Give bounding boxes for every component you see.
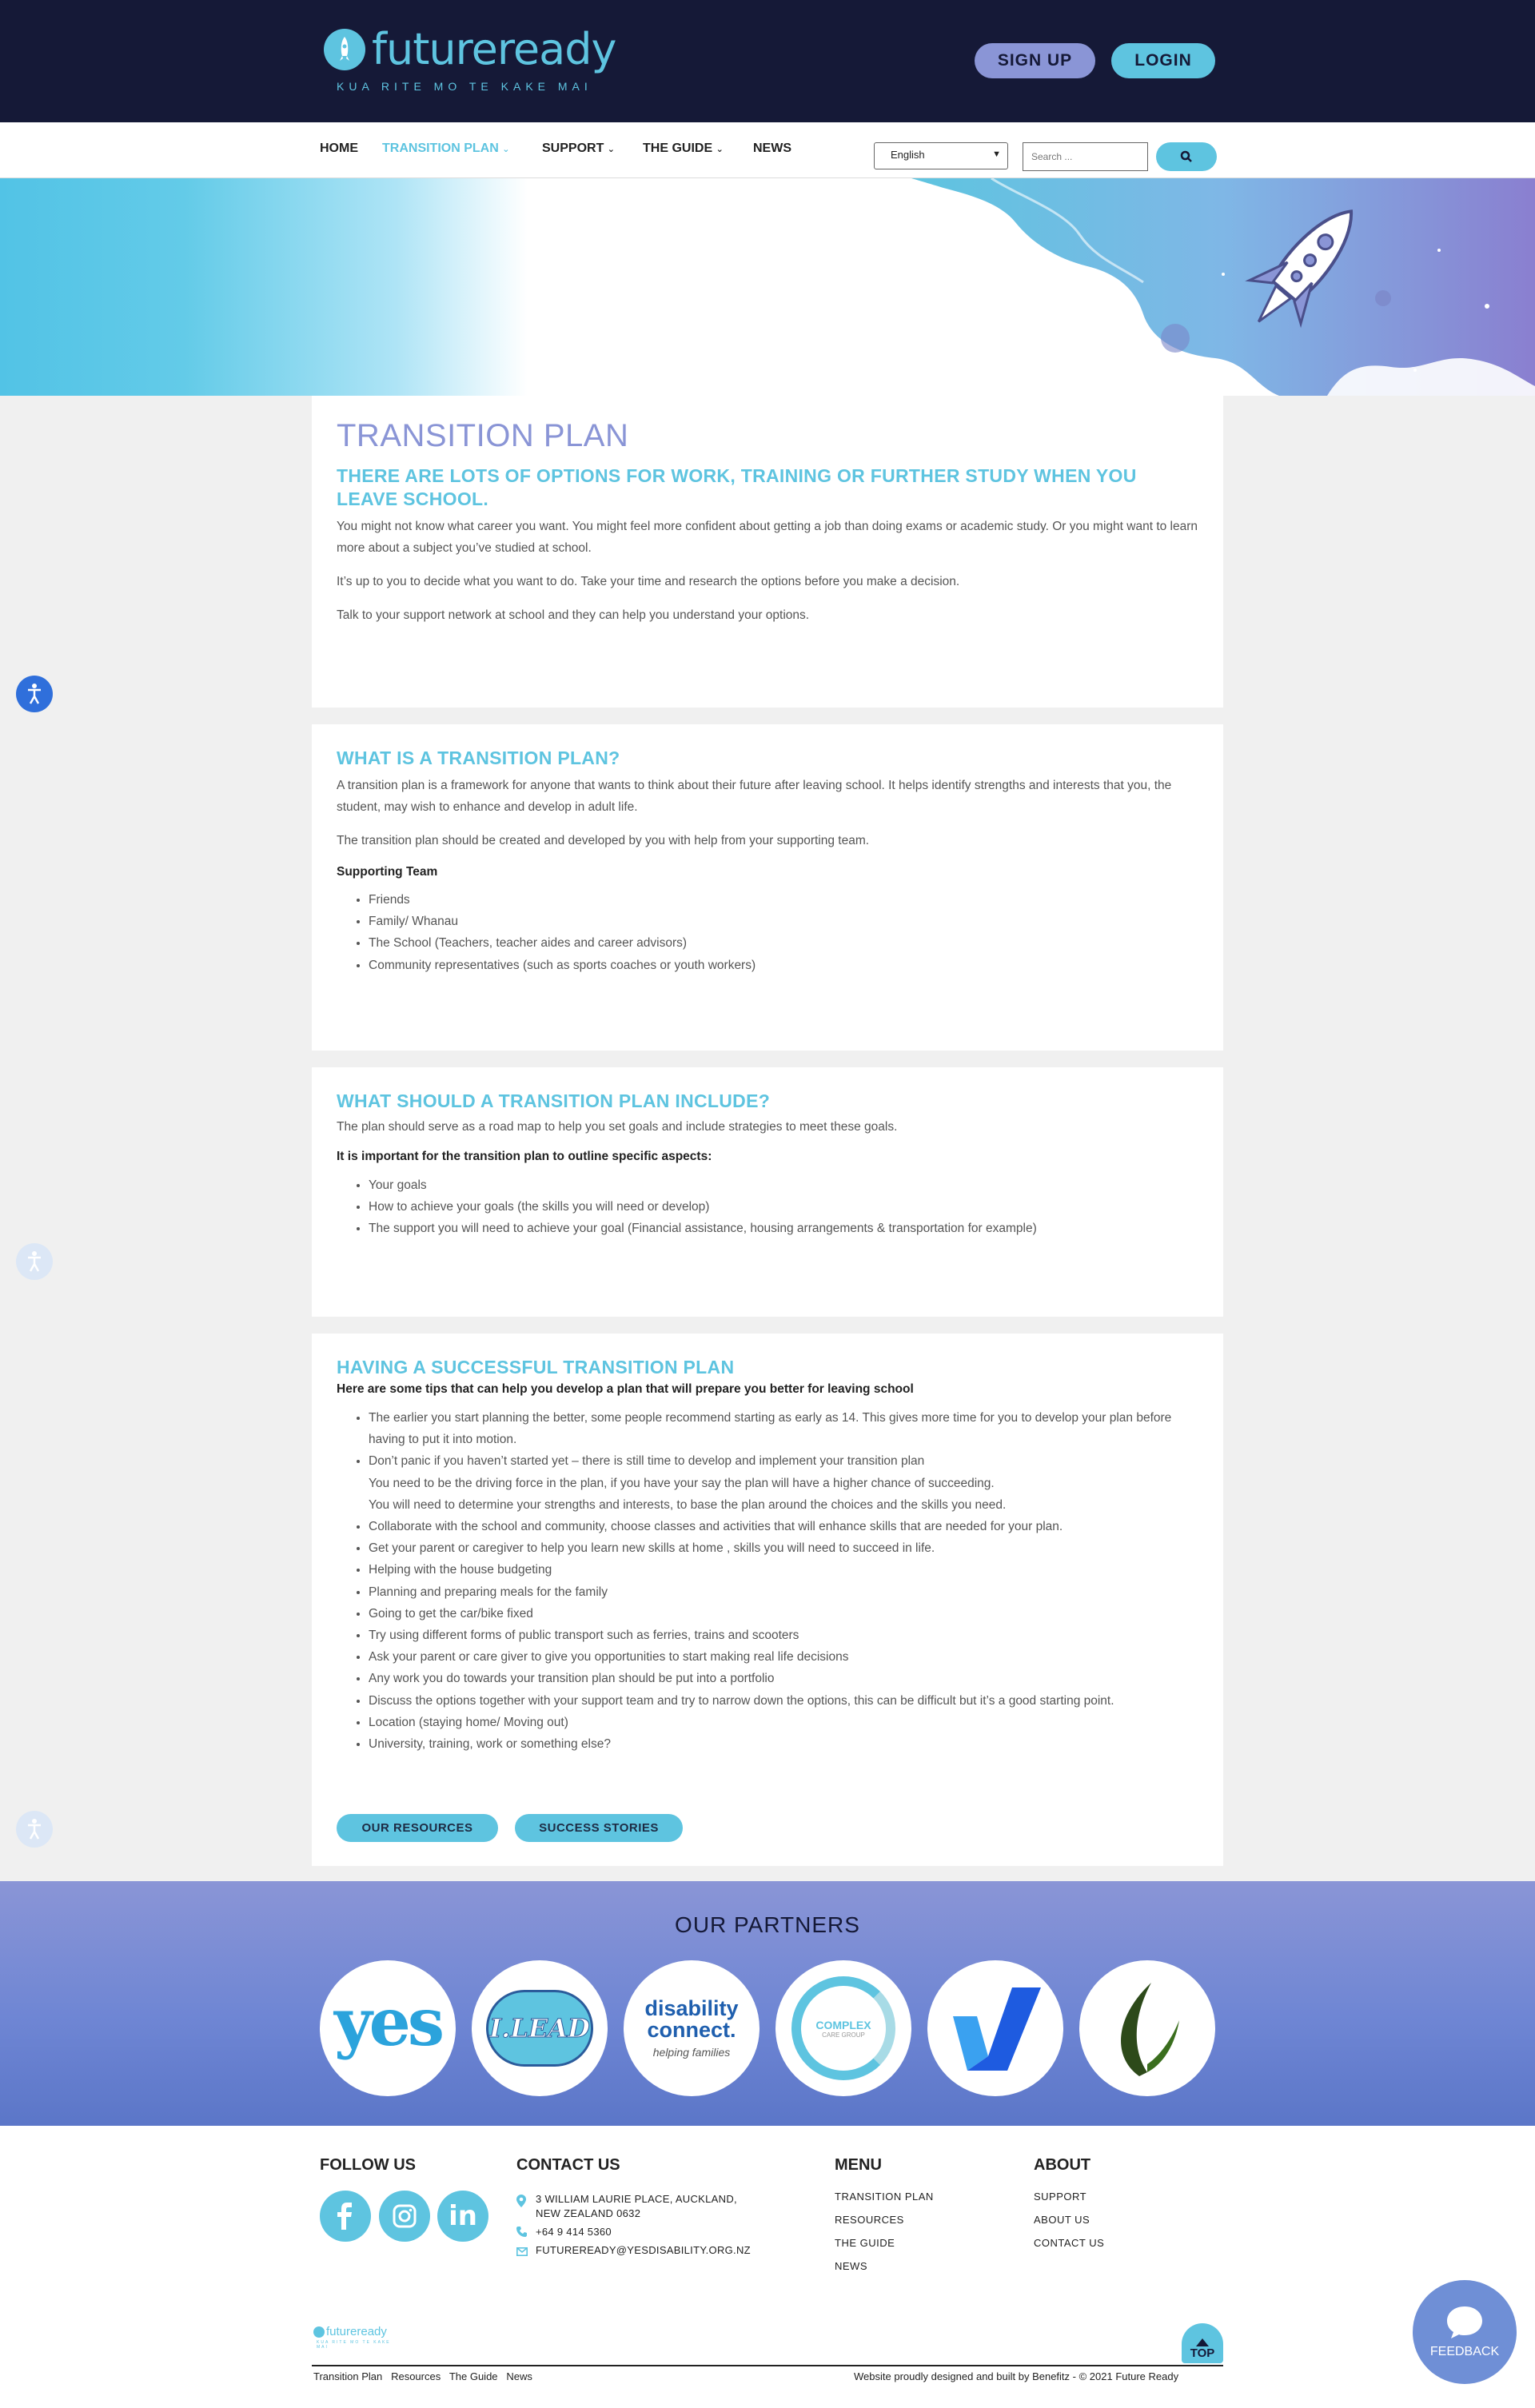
feedback-button[interactable] [1413,2280,1517,2384]
footer-link-resources[interactable]: RESOURCES [835,2214,904,2226]
intro-paragraph: It’s up to you to decide what you want to do. Take your time and research the options before you make a decision. [337,575,960,588]
search-icon [1180,150,1193,163]
footer-bottom-links [313,2370,532,2382]
list-item: • Get your parent or caregiver to help you learn new skills at home , skills you will need to succeed in life. [369,1537,1198,1559]
logo-wordmark: futureready [372,24,616,74]
partner-logo-text: yes [334,1984,441,2061]
footer-link-contact-us[interactable]: CONTACT US [1034,2237,1105,2249]
list-item: • Location (staying home/ Moving out) [369,1712,1198,1733]
partner-logo-ilead[interactable] [472,1960,608,2096]
tips-list [337,1407,1198,1755]
footer-logo-wordmark: futureready [326,2325,387,2338]
check-logo-icon [943,1976,1047,2080]
accessibility-icon[interactable] [16,676,53,712]
address-line: NEW ZEALAND 0632 [536,2207,641,2219]
follow-us-heading: FOLLOW US [320,2156,416,2174]
list-item: • University, training, work or something else? [369,1733,1198,1755]
partner-logo-disability-connect[interactable] [624,1960,760,2096]
list-item: • Discuss the options together with your support team and try to narrow down the options, this can be difficult but it’s a good starting point. [369,1690,1198,1712]
partner-logo-check[interactable] [927,1960,1063,2096]
linkedin-icon[interactable]: in [437,2191,488,2242]
rocket-icon [324,29,365,70]
hero-banner [0,178,1535,396]
page-title: TRANSITION PLAN [337,418,629,453]
top-header [0,0,1535,122]
chevron-down-icon: ▼ [992,150,1001,159]
list-item: • Friends [369,889,1198,911]
nav-home[interactable]: HOME [320,142,358,155]
contact-us-heading: CONTACT US [516,2156,620,2174]
instagram-icon[interactable] [379,2191,430,2242]
bottom-link-news[interactable]: News [506,2370,532,2382]
partners-title: OUR PARTNERS [675,1912,860,1937]
list-item: • Try using different forms of public transport such as ferries, trains and scooters [369,1625,1198,1646]
footer-link-transition-plan[interactable]: TRANSITION PLAN [835,2191,934,2203]
section-paragraph: A transition plan is a framework for anyone that wants to think about their future after leaving school. It helps identify strengths and interests that you, the student, may wish to enhance and develop in adult life. [337,779,1172,814]
list-item: • Don’t panic if you haven’t started yet – there is still time to develop and implement your transition plan You need to be the driving force in the plan, if you have your say the plan will have a higher chance of succeeding. You will need to determine your strengths and interests, to base the plan around the choices and the skills you need. [369,1450,1198,1516]
intro-subtitle: THERE ARE LOTS OF OPTIONS FOR WORK, TRAINING OR FURTHER STUDY WHEN YOU LEAVE SCHOOL. [337,465,1137,509]
bottom-link-resources[interactable]: Resources [391,2370,441,2382]
accessibility-icon[interactable] [16,1811,53,1848]
our-resources-button[interactable]: OUR RESOURCES [337,1814,498,1842]
supporting-team-list [337,889,1198,976]
language-select[interactable] [874,142,1008,169]
list-item: • How to achieve your goals (the skills you will need or develop) [369,1196,1198,1218]
chat-bubble-icon [1445,2305,1485,2340]
section-paragraph: The transition plan should be created and developed by you with help from your supporting team. [337,834,870,847]
what-is-card [312,724,1223,1051]
tips-label: Here are some tips that can help you develop a plan that will prepare you better for leaving school [337,1382,914,1396]
search-button[interactable] [1156,142,1217,171]
footer-link-about-us[interactable]: ABOUT US [1034,2214,1090,2226]
partner-logo-text: COMPLEX [815,2018,871,2031]
list-item: • The support you will need to achieve your goal (Financial assistance, housing arrangements & transportation for example) [369,1218,1198,1239]
footer-link-the-guide[interactable]: THE GUIDE [835,2237,895,2249]
language-value: English [891,149,925,161]
hero-gradient [0,178,528,396]
nav-support[interactable]: SUPPORT ⌄ [542,142,616,155]
email-address[interactable]: FUTUREREADY@YESDISABILITY.ORG.NZ [536,2244,751,2256]
chevron-down-icon: ⌄ [607,145,616,154]
leaf-logo-icon [1103,1976,1191,2080]
about-heading: ABOUT [1034,2156,1091,2174]
aspects-label: It is important for the transition plan to outline specific aspects: [337,1150,712,1163]
rocket-icon [313,2326,325,2338]
search-input[interactable] [1023,142,1148,171]
partner-logo-yes[interactable] [320,1960,456,2096]
login-button[interactable]: LOGIN [1111,43,1215,78]
list-item: • The School (Teachers, teacher aides and career advisors) [369,932,1198,954]
partner-logo-text: disability connect. [644,1996,739,2042]
nav-news[interactable]: NEWS [753,142,791,155]
search-placeholder: Search ... [1031,151,1073,162]
intro-paragraph: You might not know what career you want. You might feel more confident about getting a job than doing exams or academic study. Or you might want to learn more about a subject you’ve studied at school. [337,520,1198,555]
partner-logo-subtext: CARE GROUP [822,2031,865,2039]
feedback-label: FEEDBACK [1429,2345,1500,2358]
nav-transition-plan[interactable]: TRANSITION PLAN ⌄ [382,142,510,155]
bottom-link-the-guide[interactable]: The Guide [449,2370,498,2382]
top-label: TOP [1190,2346,1215,2360]
location-pin-icon [516,2195,526,2207]
list-item: • Family/ Whanau [369,911,1198,932]
successful-card [312,1334,1223,1866]
list-item: • Helping with the house budgeting [369,1559,1198,1581]
partner-logo-subtext: helping families [652,2046,731,2059]
footer-divider [312,2365,1223,2366]
success-stories-button[interactable]: SUCCESS STORIES [515,1814,683,1842]
list-item: • The earlier you start planning the better, some people recommend starting as early as 14. This gives more time for you to develop your plan before having to put it into motion. [369,1407,1198,1450]
main-nav [0,122,1535,178]
logo-tagline: KUA RITE MO TE KAKE MAI [337,80,592,93]
section-heading: WHAT SHOULD A TRANSITION PLAN INCLUDE? [337,1090,771,1111]
chevron-down-icon: ⌄ [502,145,510,154]
list-item: • Planning and preparing meals for the family [369,1581,1198,1603]
accessibility-icon[interactable] [16,1243,53,1280]
list-item: • Any work you do towards your transition plan should be put into a portfolio [369,1668,1198,1689]
footer-logo-tagline: KUA RITE MO TE KAKE MAI [317,2340,391,2350]
footer-link-news[interactable]: NEWS [835,2260,867,2272]
footer-logo[interactable] [313,2325,401,2349]
include-card [312,1067,1223,1317]
back-to-top-button[interactable] [1182,2323,1223,2363]
chevron-down-icon: ⌄ [716,145,724,154]
phone-icon [516,2227,527,2237]
section-paragraph: The plan should serve as a road map to help you set goals and include strategies to meet these goals. [337,1120,898,1134]
aspects-list [337,1174,1198,1240]
list-item: • Ask your parent or care giver to give you opportunities to start making real life decisions [369,1646,1198,1668]
nav-the-guide[interactable]: THE GUIDE ⌄ [643,142,724,155]
section-heading: WHAT IS A TRANSITION PLAN? [337,748,620,768]
intro-card [312,396,1223,708]
partner-logo-complex-care[interactable] [775,1960,911,2096]
signup-button[interactable]: SIGN UP [975,43,1095,78]
footer-credit: Website proudly designed and built by Benefitz - © 2021 Future Ready [854,2370,1179,2382]
bottom-link-transition-plan[interactable]: Transition Plan [313,2370,383,2382]
supporting-team-label: Supporting Team [337,865,438,879]
phone-number[interactable]: +64 9 414 5360 [536,2226,612,2238]
facebook-icon[interactable] [320,2191,371,2242]
list-item: • Your goals [369,1174,1198,1196]
list-item: • Collaborate with the school and community, choose classes and activities that will enhance skills that are needed for your plan. [369,1516,1198,1537]
footer-link-support[interactable]: SUPPORT [1034,2191,1087,2203]
rocket-illustration [879,178,1535,396]
section-heading: HAVING A SUCCESSFUL TRANSITION PLAN [337,1357,735,1377]
site-logo[interactable] [324,24,616,98]
menu-heading: MENU [835,2156,882,2174]
partners-section [0,1881,1535,2126]
address-line: 3 WILLIAM LAURIE PLACE, AUCKLAND, [536,2193,737,2205]
chevron-up-icon [1196,2338,1209,2346]
intro-paragraph: Talk to your support network at school and they can help you understand your options. [337,608,810,622]
list-item: • Community representatives (such as sports coaches or youth workers) [369,955,1198,976]
partner-logo-text: I.LEAD [489,2013,590,2043]
email-icon [516,2247,528,2256]
list-item: • Going to get the car/bike fixed [369,1603,1198,1625]
partner-logo-leaf[interactable] [1079,1960,1215,2096]
